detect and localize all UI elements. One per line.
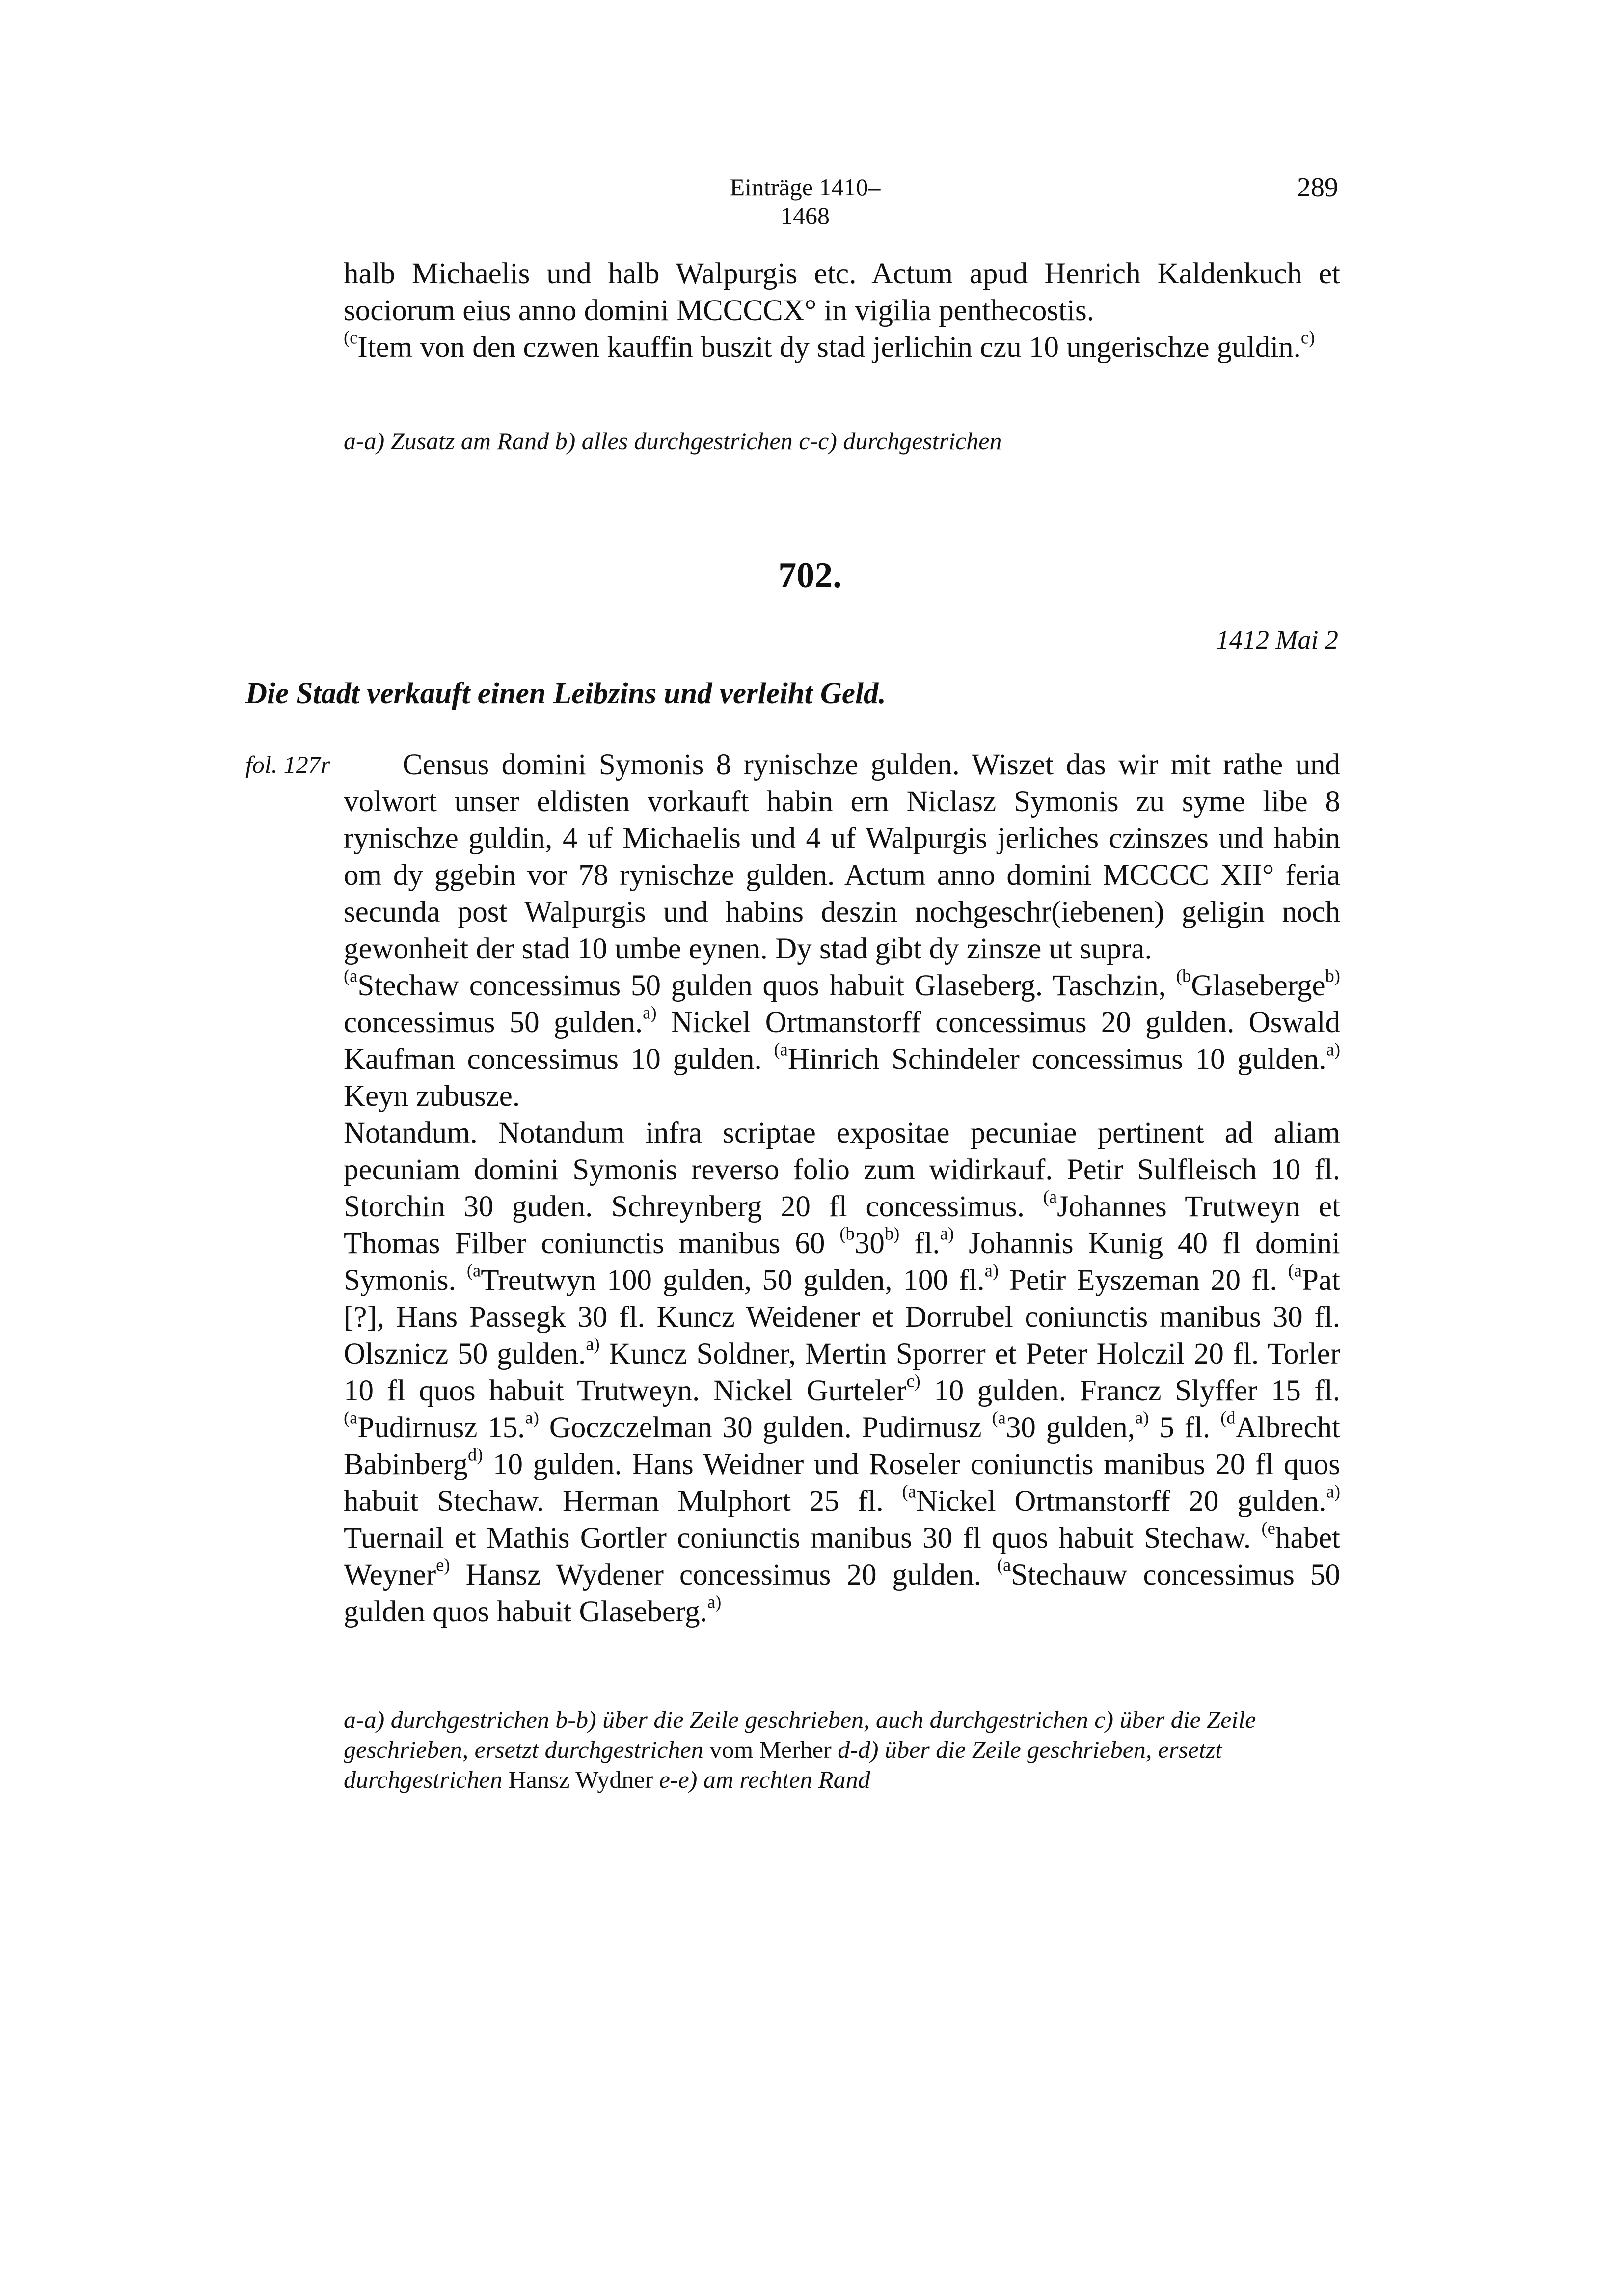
apparatus-note: e-e) am rechten Rand [659,1766,870,1793]
text-run: 30 gulden, [1005,1411,1136,1444]
text-run: Albrecht Babinberg [344,1411,1341,1481]
paragraph: Census domini Symonis 8 rynischze gulden. Wiszet das wir mit rathe und volwort unser eldisten vorkauft habin ern Niclasz Symonis zu syme libe 8 rynischze guldin, 4 uf Michaelis und 4 uf Walpurgis jerliches czinszes und habin om dy ggebin vor 78 rynischze gulden. Actum anno domini MCCCC XII° feria secunda post Walpurgis und habins deszin nochgeschr(iebenen) geligin noch gewonheit der stad 10 umbe eynen. Dy stad gibt dy zinsze ut supra. [344,748,1340,965]
running-header-title: Einträge 1410–1468 [730,173,881,229]
text-run: Pat [?], Hans Passegk 30 fl. Kuncz Weidener et Dorrubel coniunctis manibus 30 fl. Olsznicz 50 gulden. [344,1264,1340,1370]
text-run: Nickel Ortmanstorff concessimus 20 gulden. Oswald Kaufman concessimus 10 gulden. [344,1006,1341,1076]
paragraph [344,329,1340,366]
apparatus-note: a-a) Zusatz am Rand b) alles durchgestrichen c-c) durchgestrichen [344,427,1002,455]
text-run: Petir Eyszeman 20 fl. [999,1264,1288,1297]
footnote-mark: a) [1326,1039,1340,1060]
footnote-mark: a) [643,1002,657,1023]
footnote-mark: a) [940,1223,954,1244]
paragraph [344,967,1340,1115]
footnote-mark: (a [466,1260,481,1281]
footnote-mark: (b [839,1223,855,1244]
text-run: 10 gulden. Hans Weidner und Roseler coniunctis manibus 20 fl quos habuit Stechaw. Herman Mulphort 25 fl. [344,1448,1340,1518]
text-run: 5 fl. [1149,1411,1221,1444]
footnote-mark: a) [984,1260,999,1281]
entry-date: 1412 Mai 2 [1216,625,1338,655]
footnote-mark: a) [586,1334,600,1354]
text-run: Tuernail et Mathis Gortler coniunctis manibus 30 fl quos habuit Stechaw. [344,1522,1262,1555]
footnote-mark: c) [906,1370,920,1391]
text-run: Keyn zubusze. [344,1080,520,1113]
footnote-mark: b) [884,1223,900,1244]
entry-number: 702. [778,555,842,596]
footnote-mark: a) [1326,1481,1340,1502]
text-run: habet Weyner [344,1522,1340,1591]
apparatus-reading: vom Merher [703,1736,838,1763]
footnote-mark: (a [1043,1186,1057,1207]
text-run: Goczczelman 30 gulden. Pudirnusz [539,1411,992,1444]
previous-entry-apparatus [344,426,1340,456]
footnote-mark: (a [774,1039,788,1060]
text-run: Hansz Wydener concessimus 20 gulden. [450,1558,997,1591]
apparatus-note: d-d) über die Zeile geschrieben, ersetzt durchgestrichen [344,1736,1222,1793]
footnote-mark: b) [1325,965,1340,986]
entry-text [344,746,1340,1630]
text-run: Stechaw concessimus 50 gulden quos habuit Glaseberg. Taschzin, [357,969,1176,1002]
footnote-mark: a) [525,1407,539,1428]
entry-apparatus [344,1705,1340,1795]
footnote-mark: (a [1288,1260,1302,1281]
text-run: 10 gulden. Francz Slyffer 15 fl. [920,1374,1340,1407]
text-run: Pudirnusz 15. [357,1411,525,1444]
paragraph: halb Michaelis und halb Walpurgis etc. Actum apud Henrich Kaldenkuch et sociorum eius anno domini MCCCCX° in vigilia penthecostis. [344,257,1340,327]
footnote-mark: (d [1220,1407,1236,1428]
text-run: Glaseberge [1191,969,1325,1002]
footnote-mark: (a [344,1407,358,1428]
folio-reference: fol. 127r [245,751,330,778]
footnote-mark: (e [1261,1518,1275,1538]
page-number: 289 [1297,172,1338,203]
text-run: Hinrich Schindeler concessimus 10 gulden. [787,1043,1326,1076]
footnote-mark: (b [1176,965,1191,986]
text-run: Kuncz Soldner, Mertin Sporrer et Peter Holczil 20 fl. Torler 10 fl quos habuit Trutweyn. Nickel Gurteler [344,1338,1341,1407]
text-run: Stechauw concessimus 50 gulden quos habuit Glaseberg. [344,1558,1340,1628]
text-run: Nickel Ortmanstorff 20 gulden. [916,1485,1326,1518]
text-run: Johannes Trutweyn et Thomas Filber coniunctis manibus 60 [344,1190,1340,1260]
footnote-mark: (a [997,1555,1011,1575]
footnote-mark: c) [1300,327,1315,348]
text-run: Johannis Kunig 40 fl domini Symonis. [344,1227,1340,1297]
footnote-mark: d) [468,1444,483,1465]
entry-summary: Die Stadt verkauft einen Leibzins und verleiht Geld. [245,677,886,710]
text-run: fl. [899,1227,940,1260]
text-run: Treutwyn 100 gulden, 50 gulden, 100 fl. [481,1264,985,1297]
text-run: 30 [854,1227,885,1260]
apparatus-reading: Hansz Wydner [502,1766,659,1793]
footnote-mark: (a [902,1481,916,1502]
paragraph [344,1115,1340,1630]
text-run: concessimus 50 gulden. [344,1006,643,1039]
previous-entry-text [344,255,1340,366]
text-run: Item von den czwen kauffin buszit dy stad jerlichin czu 10 ungerischze guldin. [357,331,1301,364]
footnote-mark: (a [344,965,358,986]
apparatus-note: a-a) durchgestrichen b-b) über die Zeile geschrieben, auch durchgestrichen c) über die Zeile geschrieben, ersetzt durchgestrichen [344,1706,1256,1763]
footnote-mark: a) [1135,1407,1149,1428]
footnote-mark: e) [436,1555,450,1575]
footnote-mark: (a [992,1407,1006,1428]
text-run: Notandum. Notandum infra scriptae expositae pecuniae pertinent ad aliam pecuniam domini Symonis reverso folio zum widirkauf. Petir Sulfleisch 10 fl. Storchin 30 guden. Schreynberg 20 fl concessimus. [344,1117,1340,1223]
footnote-mark: (c [344,327,358,348]
footnote-mark: a) [707,1591,722,1612]
